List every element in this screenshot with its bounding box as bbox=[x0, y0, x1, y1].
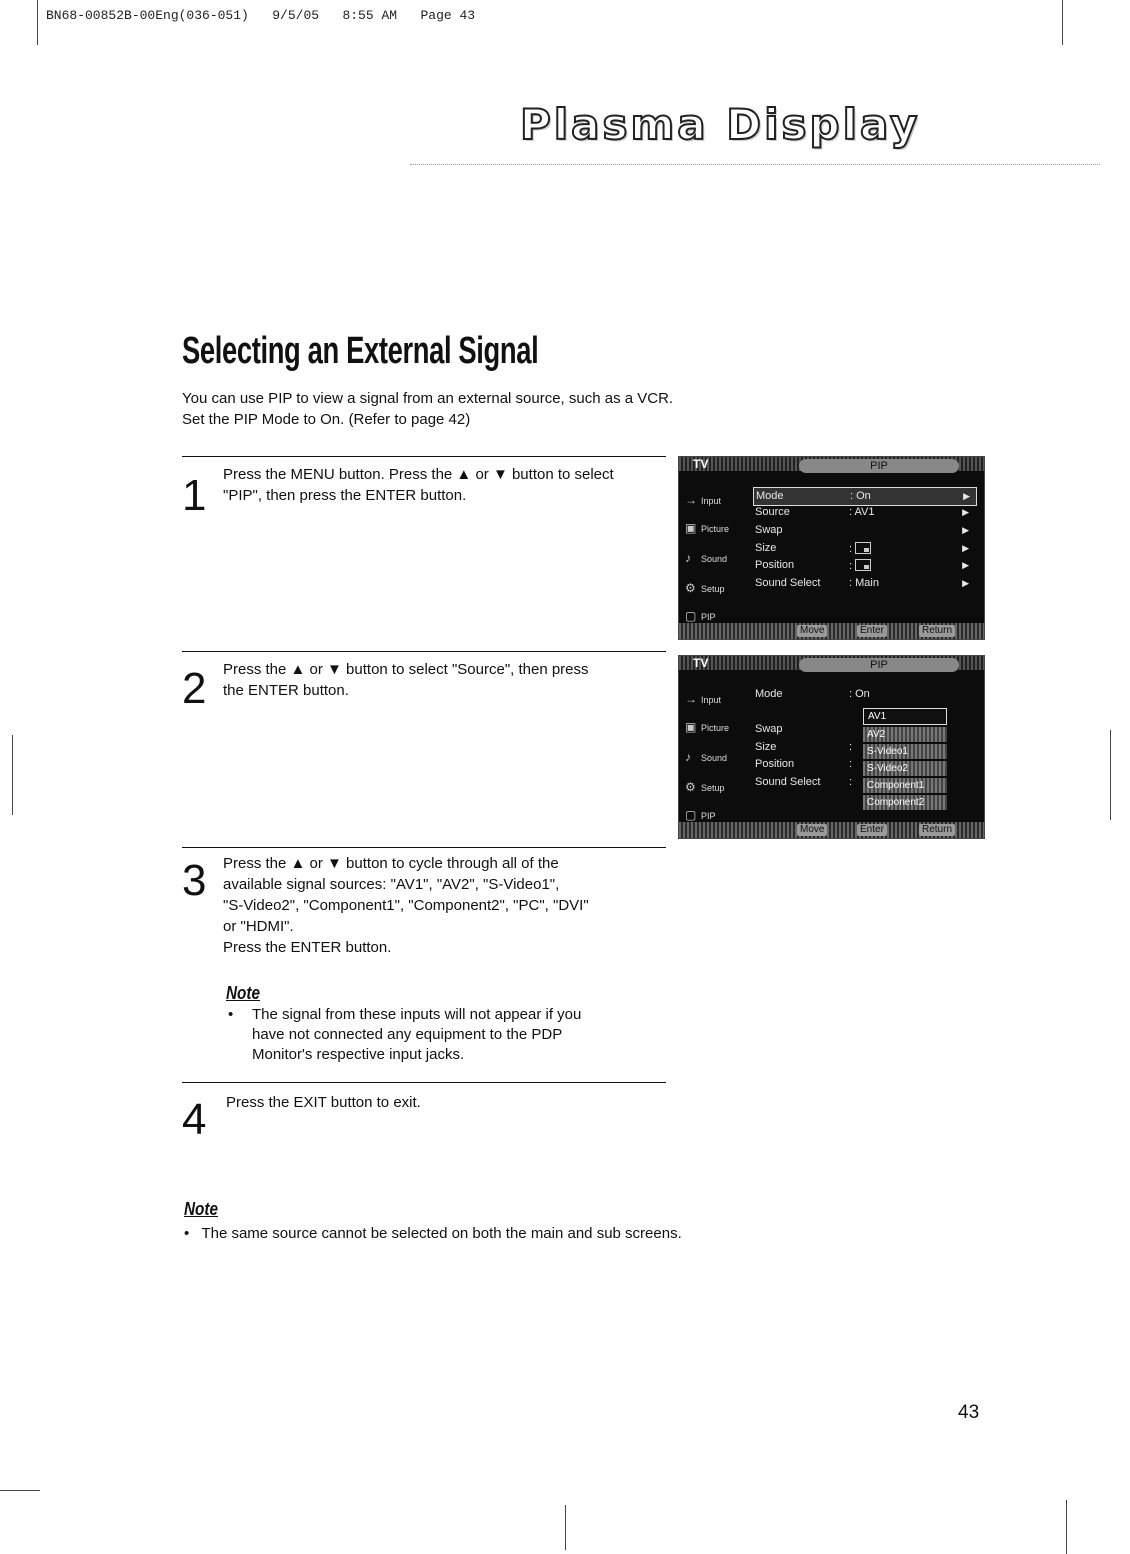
pip-icon: ▢ bbox=[685, 808, 697, 822]
step-line: available signal sources: "AV1", "AV2", "S-Video1", bbox=[223, 876, 560, 893]
bullet-dot: • bbox=[228, 1006, 234, 1023]
osd-screen-pip-menu bbox=[678, 456, 985, 640]
pip-icon: ▢ bbox=[685, 609, 697, 623]
side-item-pip bbox=[685, 808, 716, 822]
osd-row-swap[interactable] bbox=[753, 522, 975, 539]
step-line: the ENTER button. bbox=[223, 682, 349, 699]
side-item-input bbox=[685, 692, 721, 706]
step-line: Press the ▲ or ▼ button to select "Source", then press bbox=[223, 661, 589, 678]
note-line: have not connected any equipment to the PDP bbox=[252, 1026, 563, 1043]
side-label: Sound bbox=[701, 753, 728, 763]
row-label: Sound Select bbox=[755, 577, 821, 589]
side-item-sound bbox=[685, 551, 727, 565]
side-label: Setup bbox=[701, 584, 725, 594]
side-item-sound bbox=[685, 750, 727, 764]
side-item-setup bbox=[685, 581, 725, 595]
position-icon bbox=[855, 559, 871, 571]
step-3-note-body bbox=[226, 1005, 581, 1065]
intro-line: Set the PIP Mode to On. (Refer to page 42) bbox=[182, 411, 471, 428]
osd-footer bbox=[679, 623, 984, 639]
side-item-picture bbox=[685, 720, 729, 734]
row-label: Source bbox=[755, 506, 790, 518]
page-number: 43 bbox=[958, 1402, 980, 1423]
step-divider bbox=[182, 847, 666, 848]
enter-hint: Enter bbox=[857, 625, 887, 637]
intro-line: You can use PIP to view a signal from an external source, such as a VCR. bbox=[182, 390, 674, 407]
move-hint: Move bbox=[797, 625, 827, 637]
crop-mark bbox=[37, 0, 38, 45]
row-label: Position bbox=[755, 559, 795, 571]
row-label: Sound Select bbox=[755, 776, 821, 788]
bottom-note-title: Note bbox=[184, 1199, 218, 1219]
crop-mark bbox=[1110, 730, 1111, 820]
return-hint: Return bbox=[919, 824, 955, 836]
step-line: Press the MENU button. Press the ▲ or ▼ button to select bbox=[223, 466, 614, 483]
step-line: "S-Video2", "Component1", "Component2", "PC", "DVI" bbox=[223, 897, 589, 914]
row-value: : AV1 bbox=[849, 506, 875, 518]
brand-decoration bbox=[410, 150, 1100, 165]
print-header: BN68-00852B-00Eng(036-051) 9/5/05 8:55 AM Page 43 bbox=[46, 8, 476, 23]
step-line: Press the ▲ or ▼ button to cycle through all of the bbox=[223, 855, 559, 872]
row-label: Swap bbox=[755, 524, 783, 536]
note-line: The signal from these inputs will not appear if you bbox=[252, 1006, 582, 1023]
source-option[interactable]: Component2 bbox=[863, 795, 947, 810]
osd-screen-source-list bbox=[678, 655, 985, 839]
osd-tv-label: TV bbox=[693, 457, 709, 471]
step-number: 3 bbox=[182, 856, 207, 905]
step-line: "PIP", then press the ENTER button. bbox=[223, 487, 467, 504]
step-line: Press the ENTER button. bbox=[223, 939, 392, 956]
row-value: : bbox=[849, 758, 853, 770]
enter-hint: Enter bbox=[857, 824, 887, 836]
side-label: Input bbox=[701, 695, 722, 705]
step-4-text bbox=[226, 1092, 421, 1113]
input-icon: → bbox=[685, 692, 697, 706]
osd-row-source[interactable] bbox=[753, 504, 975, 521]
intro-text bbox=[182, 388, 673, 430]
row-label: Mode bbox=[756, 490, 784, 502]
arrow-right-icon: ▶ bbox=[962, 525, 969, 535]
row-label: Size bbox=[755, 741, 777, 753]
source-option[interactable]: AV2 bbox=[863, 727, 947, 742]
setup-icon: ⚙ bbox=[685, 581, 696, 595]
arrow-right-icon: ▶ bbox=[962, 507, 969, 517]
side-item-picture bbox=[685, 521, 729, 535]
row-value: : bbox=[849, 540, 871, 558]
row-value: : bbox=[849, 741, 853, 753]
row-label: Swap bbox=[755, 723, 783, 735]
row-value: : On bbox=[850, 490, 871, 502]
osd-tab-pip: PIP bbox=[799, 459, 959, 473]
osd-row-sound-select[interactable] bbox=[753, 575, 975, 592]
arrow-right-icon: ▶ bbox=[962, 543, 969, 553]
crop-mark bbox=[12, 735, 13, 815]
side-label: Input bbox=[701, 496, 722, 506]
page-title: Selecting an External Signal bbox=[182, 330, 539, 372]
crop-mark bbox=[1066, 1500, 1067, 1554]
arrow-right-icon: ▶ bbox=[962, 578, 969, 588]
picture-icon: ▣ bbox=[685, 720, 697, 734]
crop-mark bbox=[0, 1490, 40, 1491]
osd-row-position[interactable] bbox=[753, 557, 975, 574]
osd-row-size[interactable] bbox=[753, 540, 975, 557]
source-option[interactable]: S-Video1 bbox=[863, 744, 947, 759]
brand-logo: Plasma Display bbox=[520, 100, 921, 149]
step-number: 4 bbox=[182, 1095, 207, 1144]
row-value: : On bbox=[849, 688, 870, 700]
step-3-note-title: Note bbox=[226, 983, 260, 1003]
step-divider bbox=[182, 651, 666, 652]
step-1-text bbox=[223, 464, 614, 506]
osd-tab-pip: PIP bbox=[799, 658, 959, 672]
note-line: Monitor's respective input jacks. bbox=[252, 1046, 465, 1063]
side-item-input bbox=[685, 493, 721, 507]
setup-icon: ⚙ bbox=[685, 780, 696, 794]
row-label: Size bbox=[755, 542, 777, 554]
crop-mark bbox=[565, 1505, 566, 1550]
row-value: : bbox=[849, 557, 871, 575]
arrow-right-icon: ▶ bbox=[962, 560, 969, 570]
bottom-note-text: The same source cannot be selected on both the main and sub screens. bbox=[201, 1225, 682, 1242]
osd-tv-label: TV bbox=[693, 656, 709, 670]
bullet-dot: • bbox=[184, 1225, 190, 1242]
side-label: Picture bbox=[701, 723, 730, 733]
source-dropdown bbox=[863, 708, 947, 812]
picture-icon: ▣ bbox=[685, 521, 697, 535]
osd-row-mode[interactable] bbox=[753, 686, 975, 703]
step-divider bbox=[182, 1082, 666, 1083]
row-label: Position bbox=[755, 758, 795, 770]
side-label: PIP bbox=[701, 612, 716, 622]
step-line: Press the EXIT button to exit. bbox=[226, 1094, 421, 1111]
side-label: Sound bbox=[701, 554, 728, 564]
source-option[interactable]: S-Video2 bbox=[863, 761, 947, 776]
step-line: or "HDMI". bbox=[223, 918, 294, 935]
step-divider bbox=[182, 456, 666, 457]
arrow-right-icon: ▶ bbox=[963, 491, 970, 501]
step-number: 2 bbox=[182, 664, 207, 713]
input-icon: → bbox=[685, 493, 697, 507]
step-number: 1 bbox=[182, 471, 207, 520]
side-label: PIP bbox=[701, 811, 716, 821]
step-3-text bbox=[223, 853, 589, 958]
step-2-text bbox=[223, 659, 589, 701]
note-bullet-item bbox=[226, 1005, 581, 1065]
row-label: Mode bbox=[755, 688, 783, 700]
sound-icon: ♪ bbox=[685, 551, 691, 565]
side-item-pip bbox=[685, 609, 716, 623]
move-hint: Move bbox=[797, 824, 827, 836]
side-item-setup bbox=[685, 780, 725, 794]
side-label: Setup bbox=[701, 783, 725, 793]
size-icon bbox=[855, 542, 871, 554]
source-option[interactable]: Component1 bbox=[863, 778, 947, 793]
side-label: Picture bbox=[701, 524, 730, 534]
osd-footer bbox=[679, 822, 984, 838]
row-value: : Main bbox=[849, 577, 879, 589]
crop-mark bbox=[1062, 0, 1063, 45]
sound-icon: ♪ bbox=[685, 750, 691, 764]
return-hint: Return bbox=[919, 625, 955, 637]
row-value: : bbox=[849, 776, 853, 788]
source-option[interactable]: AV1 bbox=[863, 708, 947, 725]
bottom-note-body bbox=[184, 1224, 682, 1244]
